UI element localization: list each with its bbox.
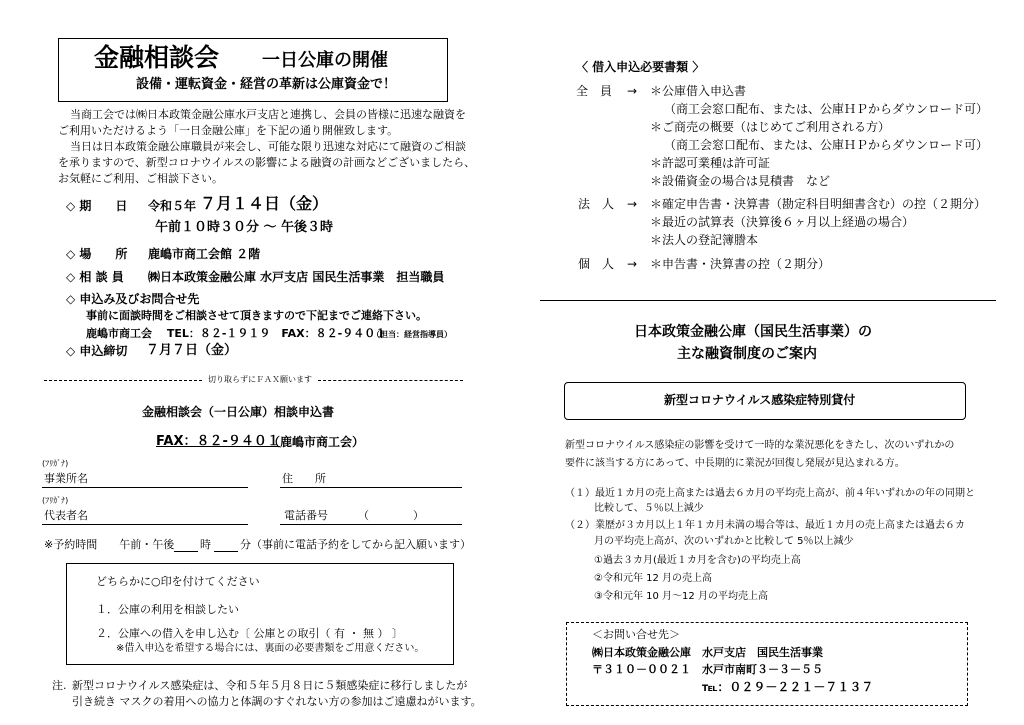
corp-label: 法 人 (578, 197, 615, 211)
deadline-value: ７月７日（金） (146, 343, 238, 358)
all-item-3: ＊ご商売の概要（はじめてご利用される方） (650, 120, 891, 134)
reserve-hour-field[interactable] (174, 551, 198, 552)
cut-text: 切り取らずにＦＡＸ願います (208, 375, 312, 384)
corp-arrow: → (627, 197, 638, 211)
contact-note: 事前に面談時間をご相談させて頂きますので下記までご連絡下さい。 (86, 309, 427, 322)
staff-label: ◇ 相 談 員 (66, 270, 124, 284)
guide-title-1: 日本政策金融公庫（国民生活事業）の (634, 324, 872, 340)
business-name-field[interactable] (42, 487, 248, 488)
contact-label: ◇ 申込み及びお問合せ先 (66, 292, 200, 306)
corp-item-1: ＊確定申告書・決算書（勘定科目明細書含む）の控（２期分） (650, 197, 987, 211)
indiv-item: ＊申告書・決算書の控（２期分） (650, 257, 831, 271)
time-value: 午前１０時３０分 ～ 午後３時 (155, 220, 334, 235)
place-value: 鹿嶋市商工会館 ２階 (148, 247, 261, 261)
business-name-label: 事業所名 (44, 472, 88, 485)
title-main: 金融相談会 (94, 43, 220, 72)
note-line-2: 引き続き マスクの着用への協力と体調のすぐれない方の参加はご遠慮ねがいます。 (72, 695, 482, 708)
note-label: 注. (52, 679, 67, 692)
form-title: 金融相談会（一日公庫）相談申込書 (142, 405, 335, 419)
guide-title-2: 主な融資制度のご案内 (677, 346, 817, 362)
reserve-min-field[interactable] (214, 551, 238, 552)
indiv-label: 個 人 (578, 257, 615, 271)
loan-name: 新型コロナウイルス感染症特別貸付 (664, 393, 856, 407)
all-item-2: （商工会窓口配布、または、公庫ＨＰからダウンロード可） (664, 102, 989, 116)
title-sub: 一日公庫の開催 (262, 50, 388, 71)
phone-label: 電話番号 (284, 509, 328, 522)
cond-2-b: 月の平均売上高が、次のいずれかと比較して 5％以上減少 (594, 536, 854, 547)
intro-line-3: 当日は日本政策金融公庫職員が来会し、可能な限り迅速な対応にて融資のご相談 (70, 140, 466, 153)
choice-title: どちらかに○印を付けてください (96, 575, 260, 588)
intro-line-2: ご利用いただけるよう「一日金融公庫」を下記の通り開催致します。 (58, 124, 399, 137)
fax-number: FAX：８２‐９４０１ (156, 434, 280, 449)
rep-name-label: 代表者名 (44, 509, 88, 522)
choice-2-note: ※借入申込を希望する場合には、裏面の必要書類をご用意ください。 (116, 643, 425, 654)
furigana-1: (ﾌﾘｶﾞﾅ) (42, 459, 69, 468)
intro-line-4: を承りますので、新型コロナウイルスの影響による融資の計画などございましたら、 (58, 156, 476, 169)
all-item-5: ＊許認可業種は許可証 (650, 156, 771, 170)
inquiry-title: ＜お問い合せ先＞ (592, 628, 680, 641)
address-label: 住 所 (282, 472, 326, 485)
rep-name-field[interactable] (42, 524, 248, 525)
sub-1: ①過去３カ月(最近１カ月を含む)の平均売上高 (594, 555, 801, 566)
all-arrow: → (627, 84, 638, 98)
indiv-arrow: → (627, 257, 638, 271)
phone-field[interactable] (280, 524, 462, 525)
cond-1-a: （１）最近１カ月の売上高または過去６カ月の平均売上高が、前４年いずれかの年の同期と (565, 488, 975, 499)
corp-item-2: ＊最近の試算表（決算後６ヶ月以上経過の場合） (650, 215, 915, 229)
docs-title: 〈 借入申込必要書類 〉 (576, 60, 705, 74)
loan-desc-2: 要件に該当する方にあって、中長期的に業況が回復し発展が見込まれる方。 (565, 458, 905, 469)
date-label: ◇ 期 日 (66, 199, 128, 213)
loan-desc-1: 新型コロナウイルス感染症の影響を受けて一時的な業況悪化をきたし、次のいずれかの (565, 440, 955, 451)
place-label: ◇ 場 所 (66, 247, 128, 261)
all-item-4: （商工会窓口配布、または、公庫ＨＰからダウンロード可） (664, 138, 989, 152)
furigana-2: (ﾌﾘｶﾞﾅ) (42, 496, 69, 505)
inquiry-tel: ℡：０２９－２２１－７１３７ (702, 680, 874, 694)
section-divider (540, 300, 996, 301)
cut-line-left (44, 380, 202, 381)
all-item-1: ＊公庫借入申込書 (650, 84, 747, 98)
reserve-label: ※予約時間 午前・午後 (44, 538, 175, 551)
subtitle: 設備・運転資金・経営の革新は公庫資金で！ (136, 77, 397, 92)
deadline-label: ◇ 申込締切 (66, 344, 128, 358)
all-item-6: ＊設備資金の場合は見積書 など (650, 174, 831, 188)
inquiry-zip: 〒３１０－００２１ 水戸市南町３－３－５５ (592, 663, 823, 676)
choice-1[interactable]: １．公庫の利用を相談したい (96, 603, 239, 616)
staff-value: ㈱日本政策金融公庫 水戸支店 国民生活事業 担当職員 (148, 270, 445, 284)
fax-org: （鹿嶋市商工会） (268, 435, 365, 449)
contact-line: 鹿嶋市商工会 TEL：８２‐１９１９ FAX：８２‐９４０１ (86, 327, 387, 340)
intro-line-1: 当商工会では㈱日本政策金融公庫水戸支店と連携し、会員の皆様に迅速な融資を (70, 108, 466, 121)
date-value: ７月１４日（金） (200, 194, 329, 213)
address-field[interactable] (280, 487, 462, 488)
sub-3: ③令和元年 10 月～12 月の平均売上高 (594, 591, 768, 602)
note-line-1: 新型コロナウイルス感染症は、令和５年５月８日に５類感染症に移行しましたが (72, 679, 468, 692)
contact-person: （担当：経営指導員） (372, 330, 452, 339)
corp-item-3: ＊法人の登記簿謄本 (650, 233, 759, 247)
sub-2: ②令和元年 12 月の売上高 (594, 573, 713, 584)
all-label: 全 員 (576, 84, 613, 98)
choice-2[interactable]: ２．公庫への借入を申し込む〔 公庫との取引（ 有 ・ 無 ） 〕 (96, 627, 403, 640)
cut-line-right (318, 380, 463, 381)
reserve-min: 分（事前に電話予約をしてから記入願います） (240, 538, 471, 551)
intro-line-5: お気軽にご利用、ご相談下さい。 (58, 172, 223, 185)
reserve-hour: 時 (200, 538, 211, 551)
phone-paren: （ ） (358, 509, 424, 522)
inquiry-org: ㈱日本政策金融公庫 水戸支店 国民生活事業 (592, 646, 823, 659)
cond-2-a: （２）業歴が３カ月以上１年１カ月未満の場合等は、最近１カ月の売上高または過去６カ (565, 520, 965, 531)
date-era: 令和５年 (148, 199, 197, 213)
cond-1-b: 比較して、５％以上減少 (594, 503, 704, 514)
